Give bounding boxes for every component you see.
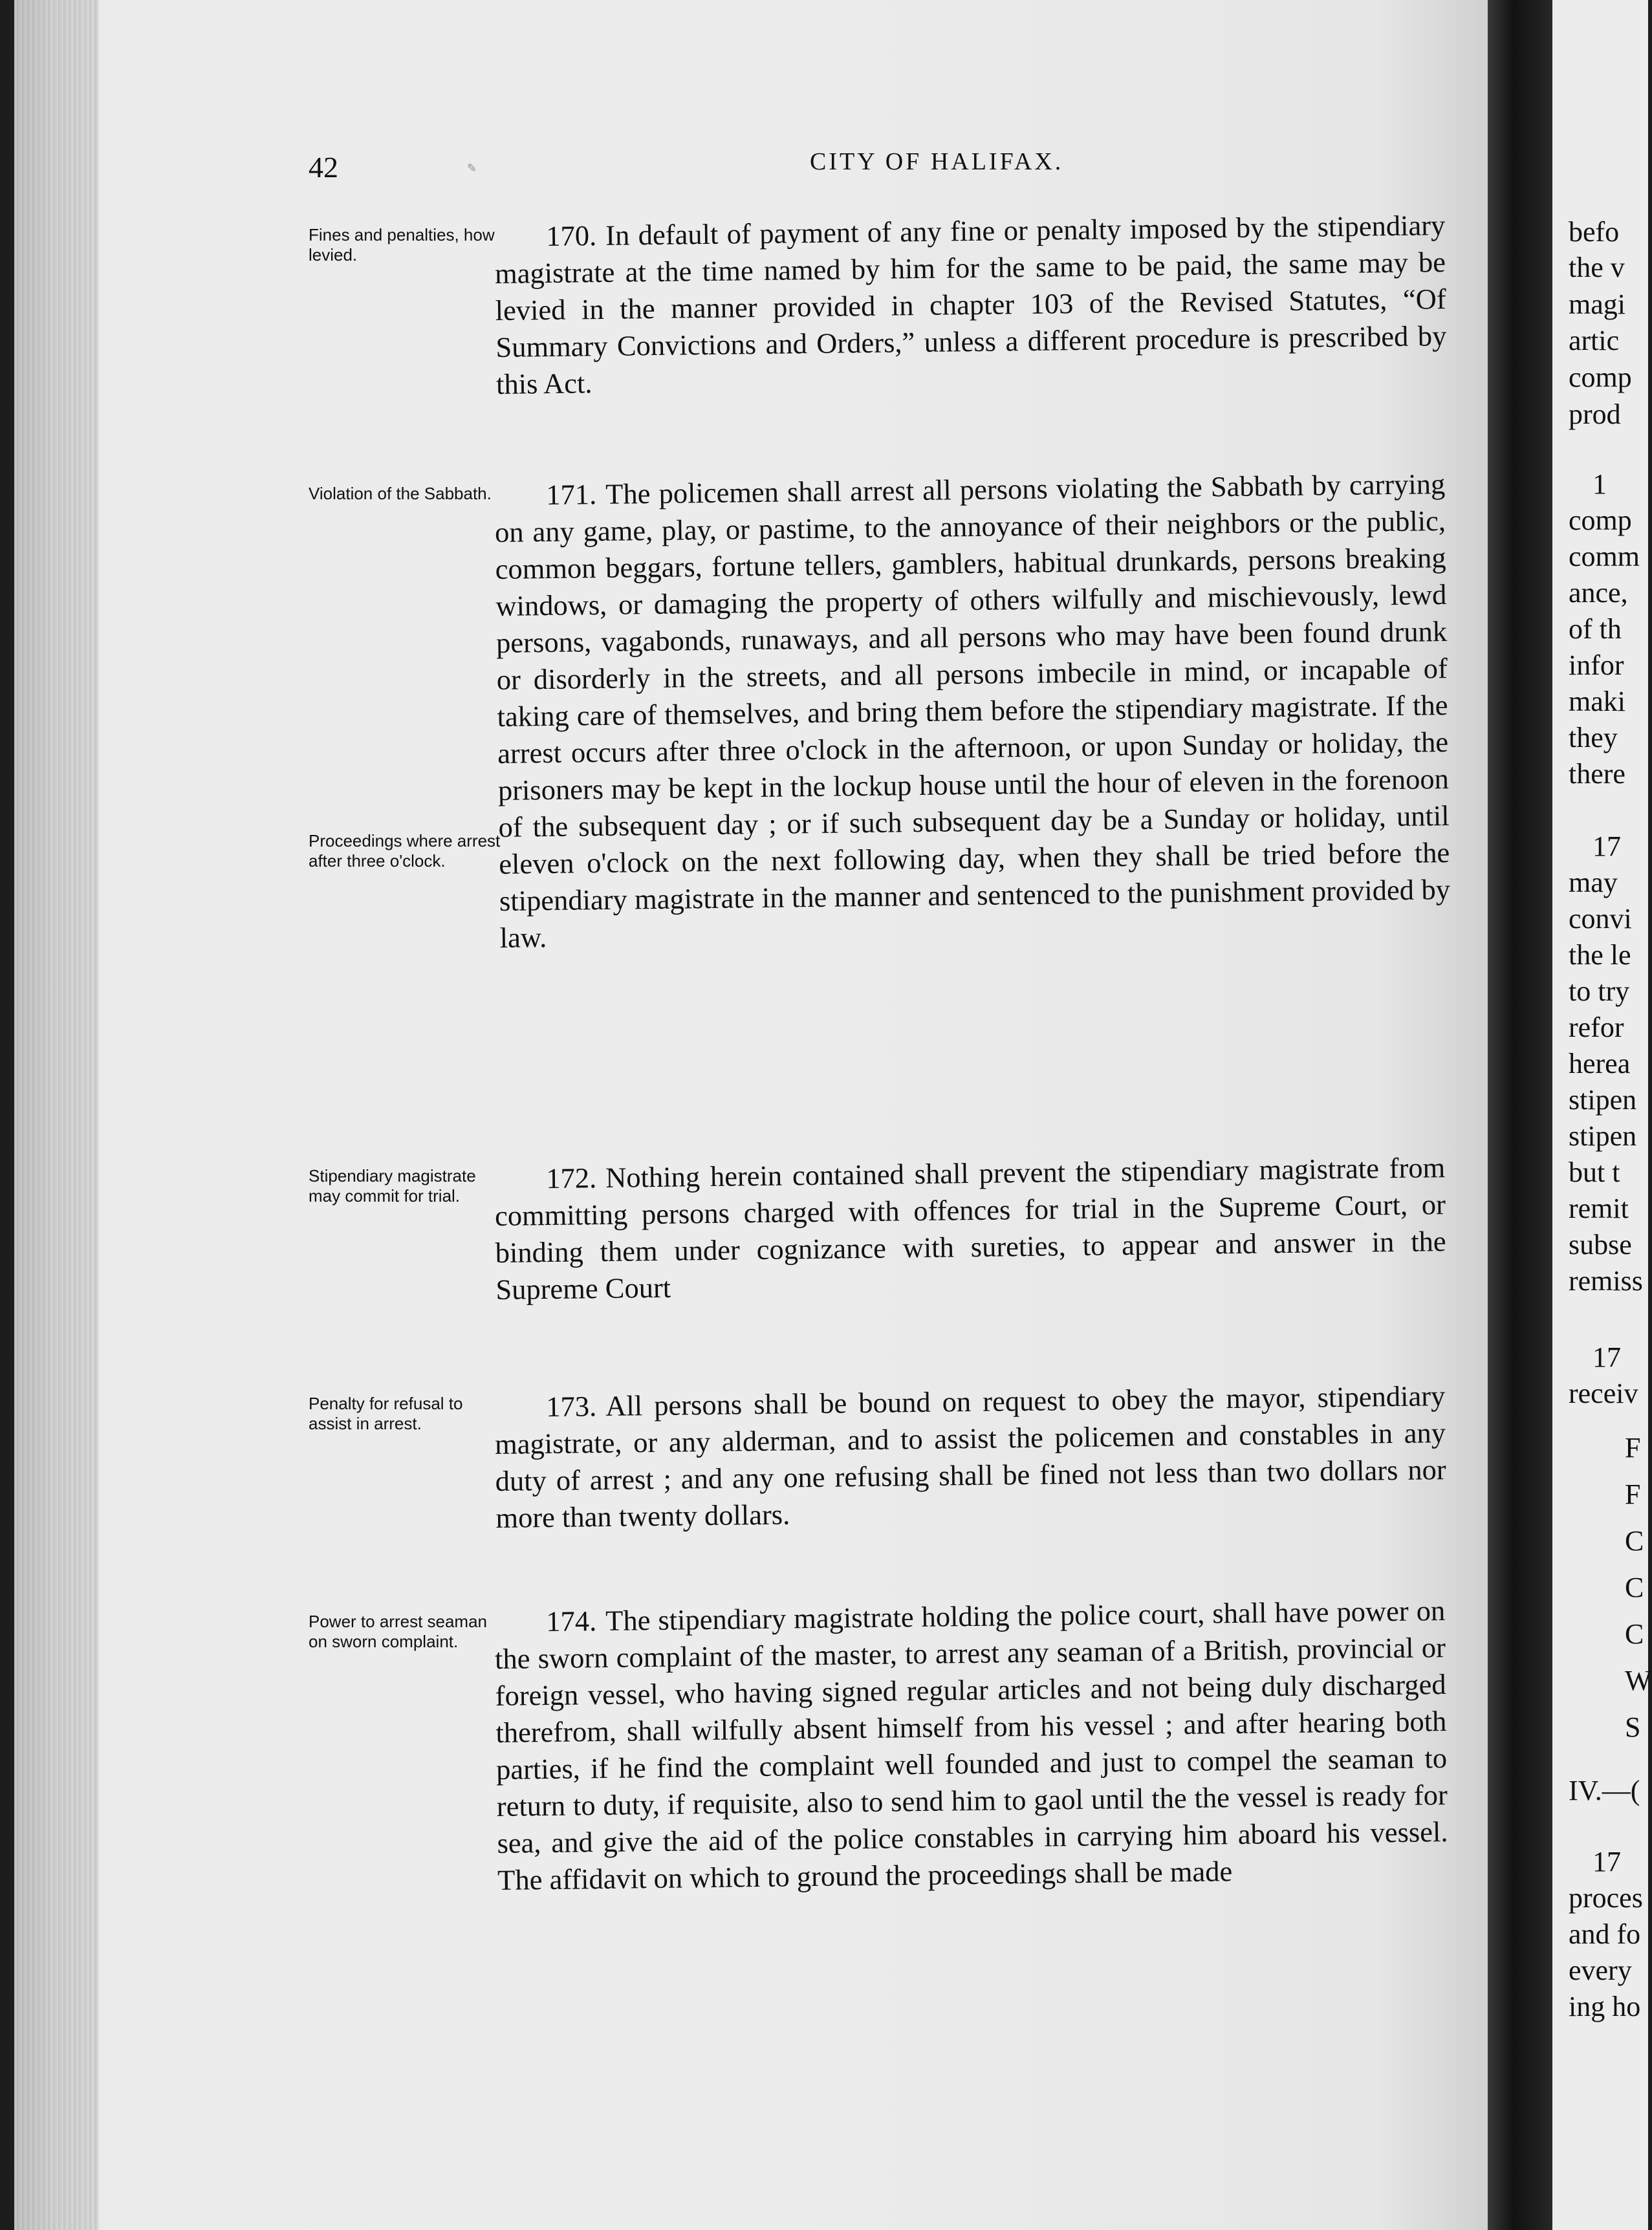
section-number: 170. (546, 219, 597, 253)
facing-page-fragment: the v (1569, 252, 1625, 283)
margin-note-172: Stipendiary magistrate may commit for trial. (309, 1166, 476, 1206)
margin-note-171-proceedings: Proceedings where arrest after three o'clock. (309, 831, 501, 871)
facing-page-fragment: comp (1569, 504, 1632, 536)
facing-page-fragment: prod (1569, 398, 1621, 430)
facing-page-fragment: stipen (1569, 1084, 1637, 1116)
facing-page-fragment: every (1569, 1954, 1632, 1986)
running-head: CITY OF HALIFAX. (810, 148, 1064, 175)
facing-page-fragment: may (1569, 867, 1618, 898)
facing-page-fragment: 17 (1592, 1846, 1621, 1878)
facing-page-fragment: befo (1569, 216, 1620, 248)
facing-page-fragment: 17 (1592, 830, 1621, 862)
section-body: In default of payment of any fine or penalty imposed by the stipendiary magistrate at the time named by him for the same to be paid, the same may be levied in the manner provided in chapter 103 of the Revised Statutes, “Of Summary Convictions and Orders,” unless a different procedure is prescribed by this Act. (494, 209, 1447, 400)
book-gutter (1488, 0, 1558, 2230)
facing-page-fragment: 17 (1592, 1341, 1621, 1373)
facing-page-fragment: C (1625, 1572, 1644, 1603)
facing-page-fragment: to try (1569, 975, 1630, 1007)
facing-page-fragment: but t (1569, 1156, 1620, 1188)
section-number: 174. (546, 1605, 597, 1638)
facing-page-fragment: C (1625, 1618, 1644, 1650)
page-edges (14, 0, 98, 2230)
facing-page-fragment: receiv (1569, 1378, 1638, 1409)
section-173 (494, 1378, 1447, 1537)
facing-page-fragment: of th (1569, 613, 1622, 645)
facing-page-fragment: magi (1569, 288, 1625, 320)
facing-page-fragment: ing ho (1569, 1991, 1641, 2022)
facing-page-fragment: stipen (1569, 1120, 1637, 1152)
section-170 (494, 207, 1447, 403)
page-number: 42 (309, 151, 338, 184)
section-number: 171. (546, 478, 597, 512)
section-body: All persons shall be bound on request to obey the mayor, stipendiary magistrate, or any alderman, and to assist the policemen and constables in any duty of arrest ; and any one refusing shall be fined not less than two dollars nor more than twenty dollars. (494, 1380, 1446, 1534)
facing-page-fragment: convi (1569, 903, 1632, 935)
left-page (14, 0, 1495, 2230)
facing-page-fragment: F (1625, 1432, 1641, 1464)
section-number: 172. (546, 1162, 597, 1195)
facing-page-fragment: comp (1569, 362, 1632, 393)
margin-note-174: Power to arrest seaman on sworn complaint. (309, 1612, 488, 1651)
facing-page-fragment: maki (1569, 686, 1625, 717)
section-body: The policemen shall arrest all persons violating the Sabbath by carrying on any game, play, or pastime, to the annoyance of their neighbors or the public, common beggars, fortune tellers, gamblers, habitual drunkards, persons breaking windows, or damaging the property of others wilfully and mischievously, lewd persons, vagabonds, runaways, and all persons who may have been found drunk or disorderly in the streets, and all persons imbecile in mind, or incapable of taking care of themselves, and bring them before the stipendiary magistrate. If the arrest occurs after three o'clock in the afternoon, or upon Sunday or holiday, the prisoners may be kept in the lockup house until the hour of eleven in the forenoon of the subsequent day ; or if such subsequent day be a Sunday or holiday, until eleven o'clock on the next following day, when they shall be tried before the stipendiary magistrate in the manner and sentenced to the punishment provided by law. (494, 468, 1451, 954)
facing-page-fragment: C (1625, 1525, 1644, 1557)
facing-page-fragment: subse (1569, 1229, 1632, 1261)
facing-page-fragment: refor (1569, 1012, 1624, 1043)
section-body: The stipendiary magistrate holding the police court, shall have power on the sworn complaint of the master, to arrest any seaman of a British, provincial or foreign vessel, who having signed regular articles and not being duly discharged therefrom, shall wilfully absent himself from his vessel ; and after hearing both parties, if he find the complaint well founded and just to compel the seaman to return to duty, if requisite, also to send him to gaol until the the vessel is ready for sea, and give the aid of the police constables in carrying him aboard his vessel. The affidavit on which to ground the proceedings shall be made (494, 1594, 1448, 1896)
facing-page-fragment: there (1569, 758, 1625, 790)
facing-page-fragment: W (1625, 1665, 1652, 1696)
facing-page-fragment: remiss (1569, 1265, 1643, 1297)
facing-page-fragment: comm (1569, 541, 1640, 572)
facing-page-fragment: S (1625, 1711, 1641, 1743)
facing-page-fragment: infor (1569, 649, 1624, 681)
section-171 (494, 466, 1451, 957)
section-number: 173. (546, 1390, 597, 1424)
facing-page-fragment: 1 (1592, 468, 1607, 500)
facing-page-fragment: herea (1569, 1048, 1631, 1079)
bleed-through-mark: ✎ (467, 162, 477, 175)
facing-page-fragment: remit (1569, 1193, 1629, 1224)
facing-page-fragment: F (1625, 1478, 1641, 1510)
section-body: Nothing herein contained shall prevent the stipendiary magistrate from committing persons charged with offences for trial in the Supreme Court, or binding them under cognizance with sureties, to appear and answer in the Supreme Court (494, 1151, 1446, 1306)
facing-page-fragment: they (1569, 722, 1618, 753)
facing-page-fragment: proces (1569, 1882, 1643, 1914)
facing-page-fragment: and fo (1569, 1918, 1641, 1950)
margin-note-173: Penalty for refusal to assist in arrest. (309, 1394, 463, 1433)
section-174 (494, 1592, 1448, 1899)
margin-note-170: Fines and penalties, how levied. (309, 225, 495, 265)
margin-note-171: Violation of the Sabbath. (309, 484, 492, 503)
facing-page-fragment: artic (1569, 325, 1620, 356)
facing-page-fragment: IV.—( (1569, 1775, 1640, 1806)
facing-page-fragment: the le (1569, 939, 1631, 971)
section-172 (494, 1149, 1447, 1308)
facing-page-fragment: ance, (1569, 577, 1628, 609)
